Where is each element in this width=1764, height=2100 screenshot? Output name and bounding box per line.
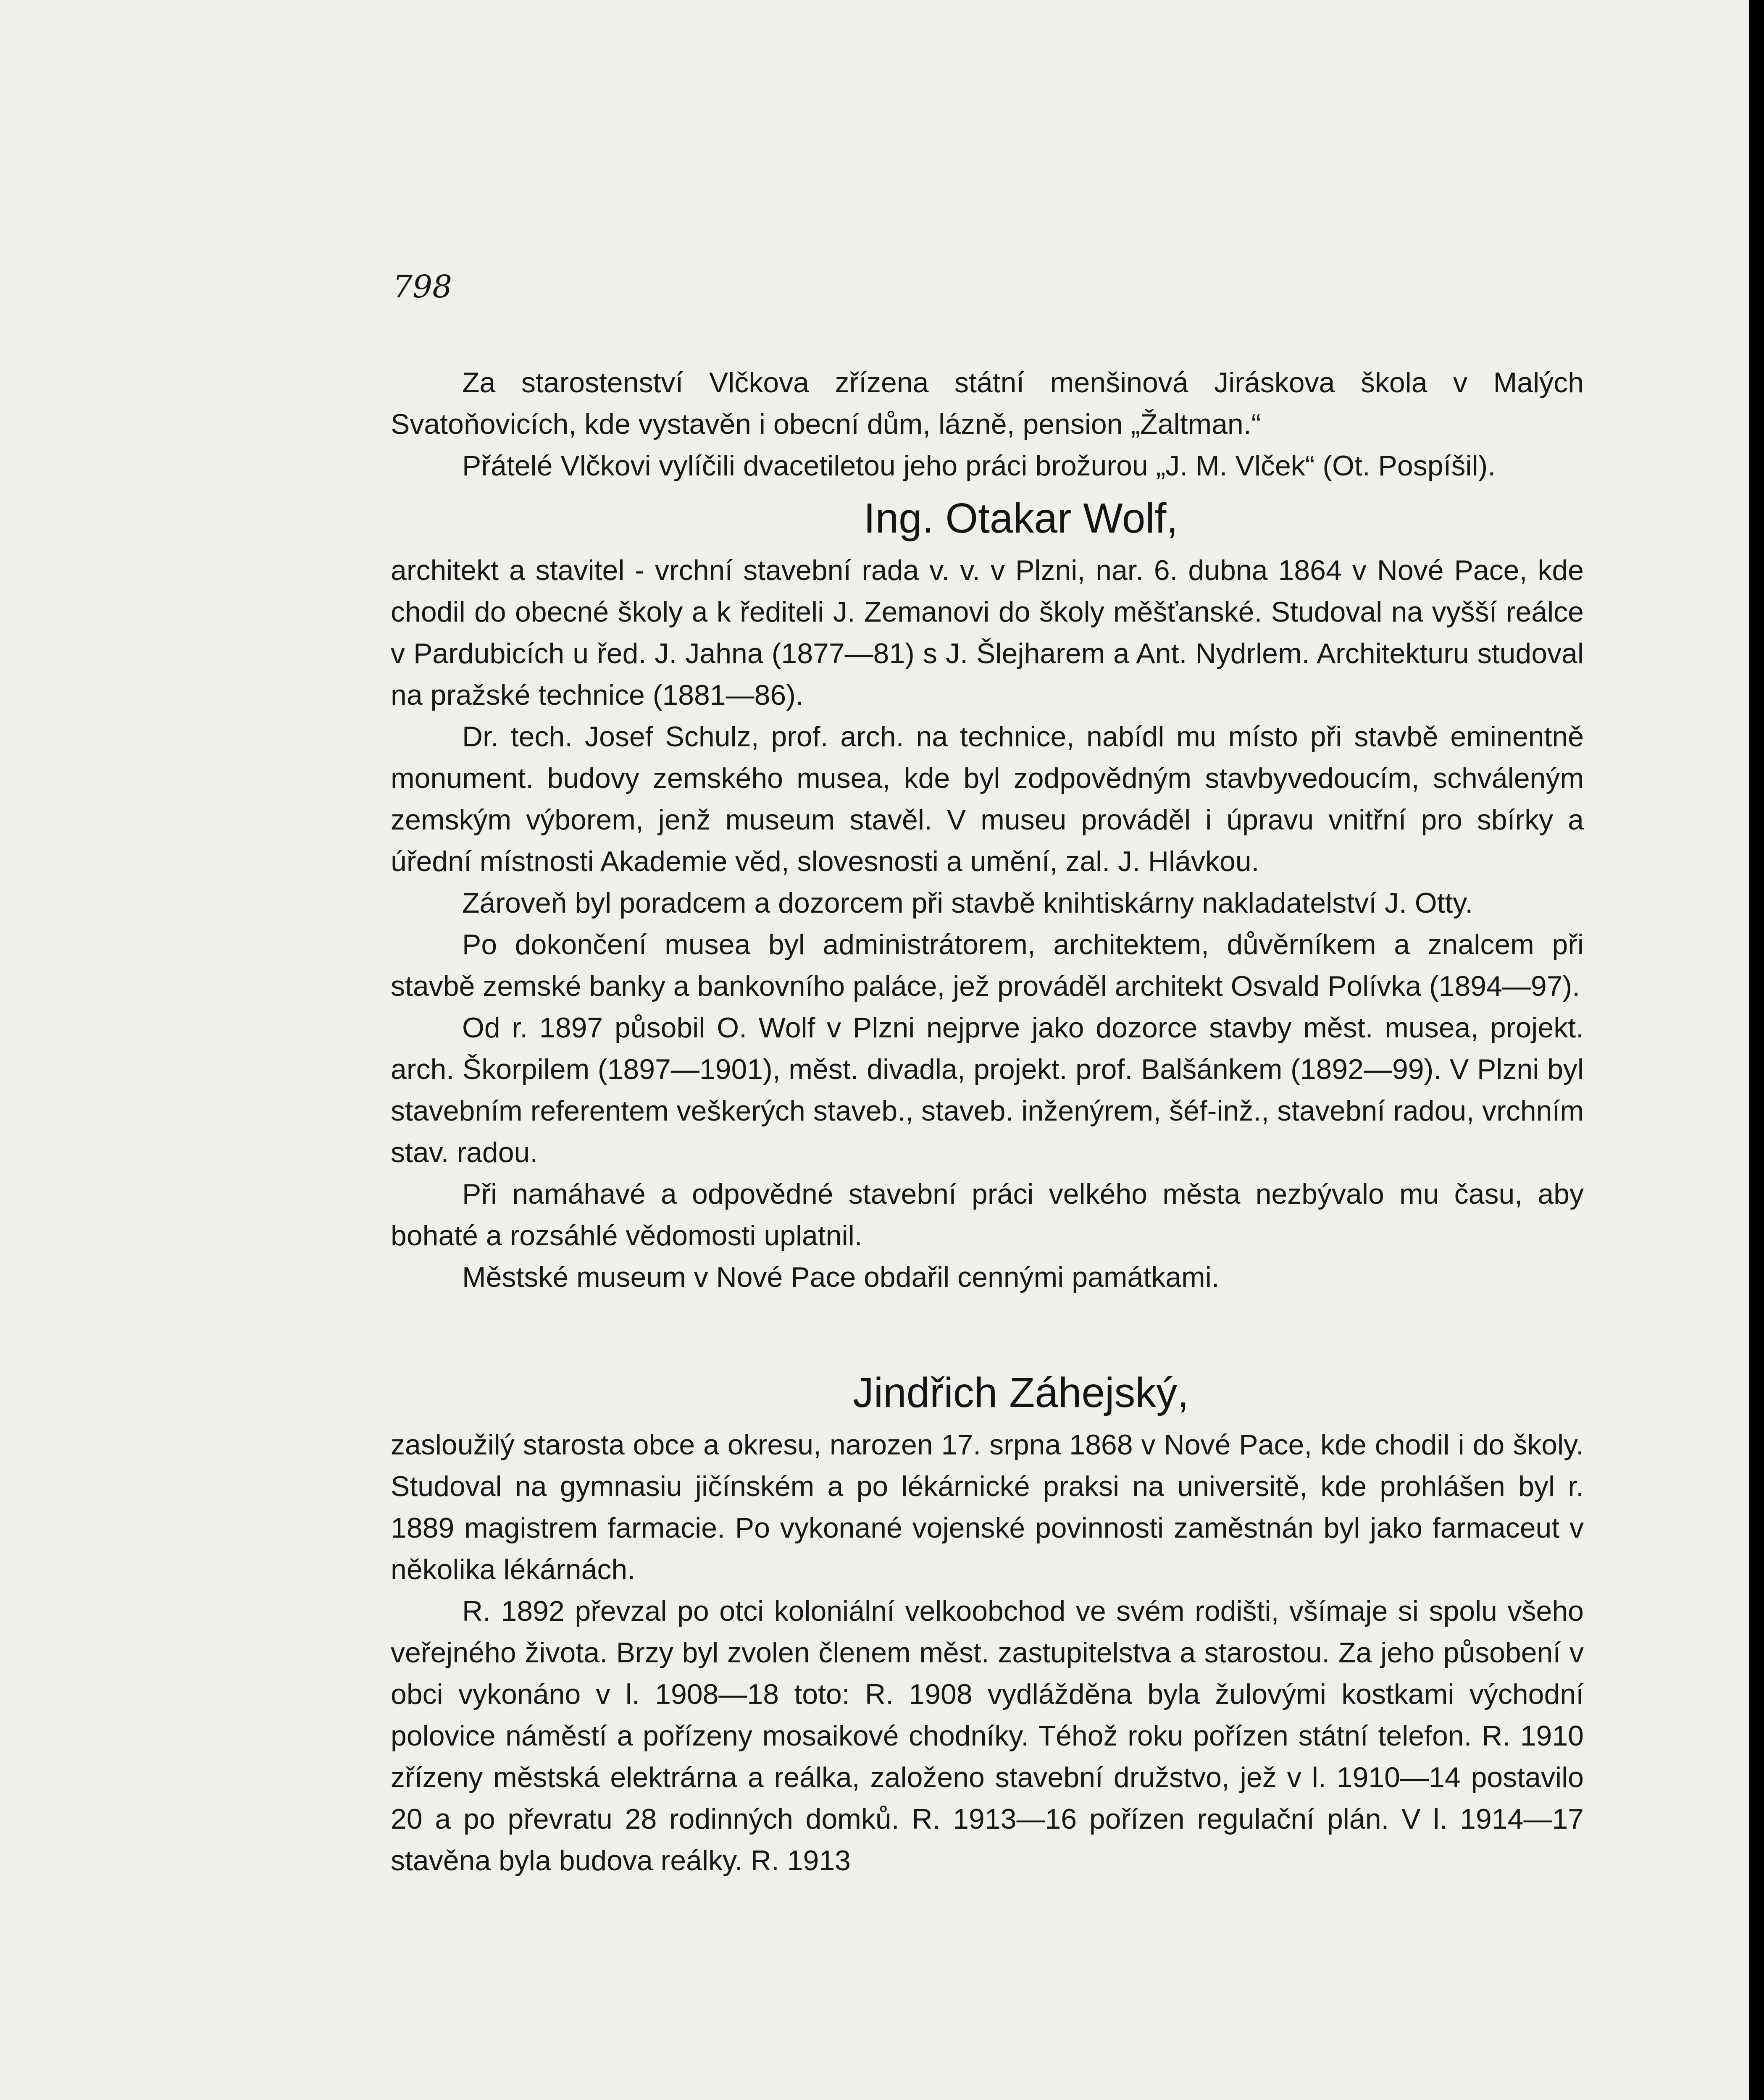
paragraph: Dr. tech. Josef Schulz, prof. arch. na technice, nabídl mu místo při stavbě eminentně monument. budovy zemského musea, kde byl zodpovědným stavbyvedoucím, schváleným zemským výborem, jenž museum stavěl. V museu prováděl i úpravu vnitřní pro sbírky a úřední místnosti Akademie věd, slovesnosti a umění, zal. J. Hlávkou. (391, 721, 1584, 877)
paragraph: Po dokončení musea byl administrátorem, architektem, důvěrníkem a znalcem při stavbě zemské banky a bankovního paláce, jež prováděl architekt Osvald Polívka (1894—97). (391, 929, 1584, 1002)
paragraph: Přátelé Vlčkovi vylíčili dvacetiletou jeho práci brožurou „J. M. Vlček“ (Ot. Pospíšil). (462, 450, 1496, 482)
paragraph: R. 1892 převzal po otci koloniální velkoobchod ve svém rodišti, všímaje si spolu všeho veřejného života. Brzy byl zvolen členem měst. zastupitelstva a starostou. Za jeho působení v obci vykonáno v l. 1908—18 toto: R. 1908 vydlážděna byla žulovými kostkami východní polovice náměstí a pořízeny mosaikové chodníky. Téhož roku pořízen státní telefon. R. 1910 zřízeny městská elektrárna a reálka, založeno stavební družstvo, jež v l. 1910—14 postavilo 20 a po převratu 28 rodinných domků. R. 1913—16 pořízen regulační plán. V l. 1914—17 stavěna byla budova reálky. R. 1913 (391, 1595, 1584, 1877)
section-zahejsky (391, 1298, 1584, 1882)
page-number: 798 (393, 269, 452, 305)
paragraph: Městské museum v Nové Pace obdařil cennými památkami. (462, 1261, 1220, 1293)
paragraph: Zároveň byl poradcem a dozorcem při stavbě knihtiskárny nakladatelství J. Otty. (462, 887, 1473, 919)
section-heading: Jindřich Záhejský, (852, 1369, 1189, 1416)
scan-edge-right (1749, 0, 1764, 2100)
paragraph: architekt a stavitel - vrchní stavební rada v. v. v Plzni, nar. 6. dubna 1864 v Nové Pace, kde chodil do obecné školy a k řediteli J. Zemanovi do školy měšťanské. Studoval na vyšší reálce v Pardubicích u řed. J. Jahna (1877—81) s J. Šlejharem a Ant. Nydrlem. Architekturu studoval na pražské technice (1881—86). (391, 554, 1584, 711)
paragraph: Za starostenství Vlčkova zřízena státní menšinová Jiráskova škola v Malých Svatoňovicích, kde vystavěn i obecní dům, lázně, pension „Žaltman.“ (391, 367, 1584, 440)
section-heading: Ing. Otakar Wolf, (863, 495, 1178, 542)
intro-section (391, 362, 1584, 487)
paragraph: Při namáhavé a odpovědné stavební práci velkého města nezbývalo mu času, aby bohaté a rozsáhlé vědomosti uplatnil. (391, 1178, 1584, 1252)
main-text (391, 362, 1584, 1882)
section-wolf (391, 487, 1584, 1298)
paragraph: Od r. 1897 působil O. Wolf v Plzni nejprve jako dozorce stavby měst. musea, projekt. arch. Škorpilem (1897—1901), měst. divadla, projekt. prof. Balšánkem (1892—99). V Plzni byl stavebním referentem veškerých staveb., staveb. inženýrem, šéf-inž., stavební radou, vrchním stav. radou. (391, 1012, 1584, 1168)
paragraph: zasloužilý starosta obce a okresu, narozen 17. srpna 1868 v Nové Pace, kde chodil i do školy. Studoval na gymnasiu jičínském a po lékárnické praksi na universitě, kde prohlášen byl r. 1889 magistrem farmacie. Po vykonané vojenské povinnosti zaměstnán byl jako farmaceut v několika lékárnách. (391, 1429, 1584, 1586)
